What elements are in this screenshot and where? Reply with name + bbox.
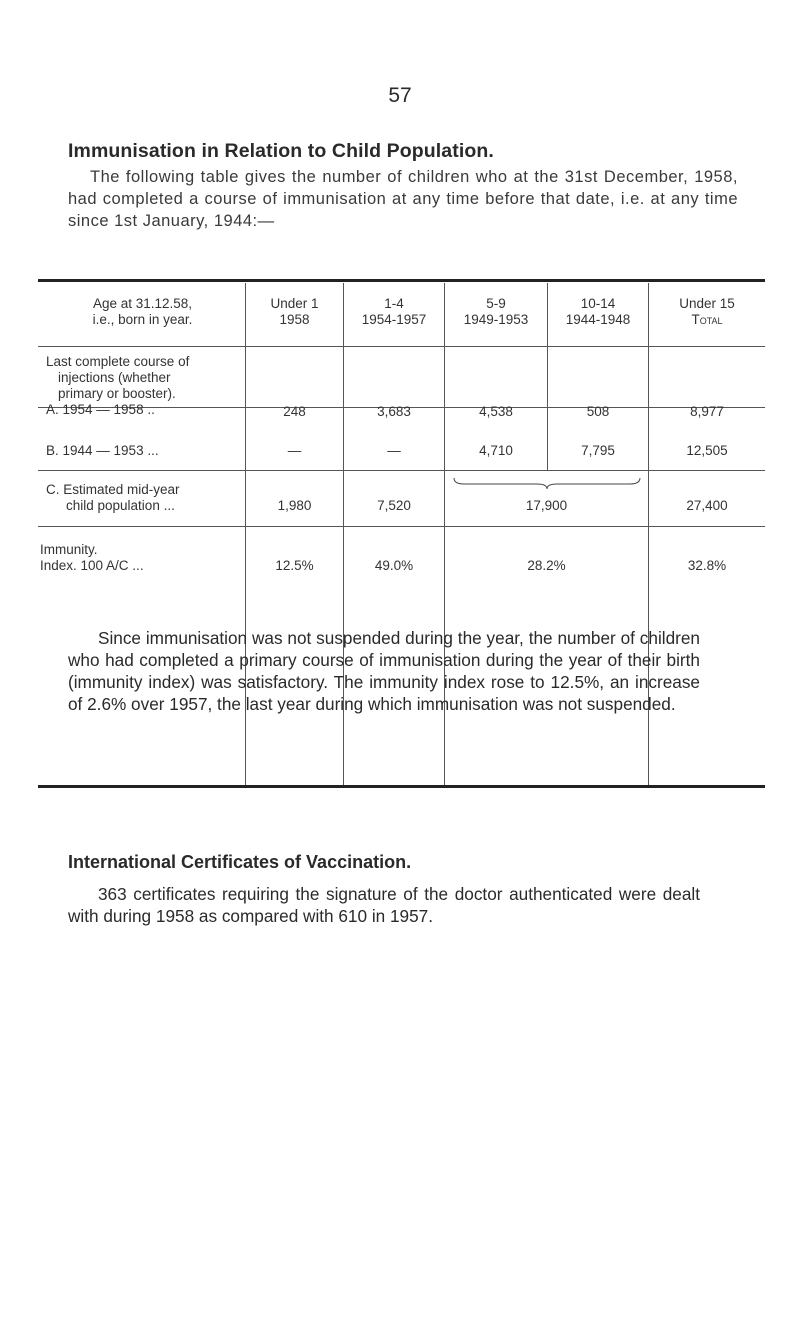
cell-a-10-14: 508 (586, 404, 610, 419)
cell-c-5-14: 17,900 (525, 498, 568, 513)
immunity-paragraph: Since immunisation was not suspended during the year, the number of children who had completed a primary course of immunisation during the year of their birth (immunity index) was satisfactory. The immunity index rose to 12.5%, an increase of 2.6% over 1957, the last year during which immunisation was not suspended. (68, 628, 700, 714)
cell-imm-total: 32.8% (687, 558, 727, 573)
brace-5-14 (452, 476, 642, 490)
header-under-15-total: Under 15 Total (679, 296, 735, 327)
cell-b-under1: — (287, 443, 302, 458)
intro-paragraph: The following table gives the number of children who at the 31st December, 1958, had completed a course of immunisation at any time before that date, i.e. at any time since 1st January, 1944:— (68, 168, 738, 230)
section-heading: Immunisation in Relation to Child Population. (68, 140, 494, 162)
cell-a-under1: 248 (283, 404, 306, 419)
certificates-paragraph: 363 certificates requiring the signature of the doctor authenticated were dealt with during 1958 as compared with 610 in 1957. (68, 884, 700, 926)
cell-imm-under1: 12.5% (275, 558, 314, 573)
table-hline (38, 526, 765, 527)
row-label-last-course: Last complete course of injections (whether primary or booster). A. 1954 — 1958 .. (46, 354, 190, 417)
header-1-4: 1-4 1954-1957 (361, 296, 427, 327)
cell-imm-5-14: 28.2% (527, 558, 566, 573)
row-label-immunity: Immunity. Index. 100 A/C ... (40, 542, 144, 573)
cell-b-5-9: 4,710 (479, 443, 513, 458)
table-bottom-rule (38, 785, 765, 788)
page-number: 57 (388, 84, 412, 107)
cell-a-1-4: 3,683 (377, 404, 411, 419)
table-hline (38, 470, 765, 471)
row-label-c: C. Estimated mid-year child population ... (46, 482, 180, 513)
cell-b-10-14: 7,795 (581, 443, 615, 458)
header-under-1: Under 1 1958 (270, 296, 319, 327)
table-hline (38, 346, 765, 347)
cell-c-total: 27,400 (686, 498, 728, 513)
cell-b-1-4: — (387, 443, 401, 458)
cell-b-total: 12,505 (686, 443, 728, 458)
cell-a-total: 8,977 (690, 404, 724, 419)
row-label-b: B. 1944 — 1953 ... (46, 443, 159, 458)
header-age: Age at 31.12.58, i.e., born in year. (92, 296, 193, 327)
table-top-rule (38, 279, 765, 282)
cell-imm-1-4: 49.0% (374, 558, 414, 573)
header-5-9: 5-9 1949-1953 (463, 296, 529, 327)
cell-c-1-4: 7,520 (377, 498, 411, 513)
cell-c-under1: 1,980 (277, 498, 312, 513)
cell-a-5-9: 4,538 (479, 404, 513, 419)
section-heading-2: International Certificates of Vaccination. (68, 852, 412, 872)
header-10-14: 10-14 1944-1948 (565, 296, 631, 327)
